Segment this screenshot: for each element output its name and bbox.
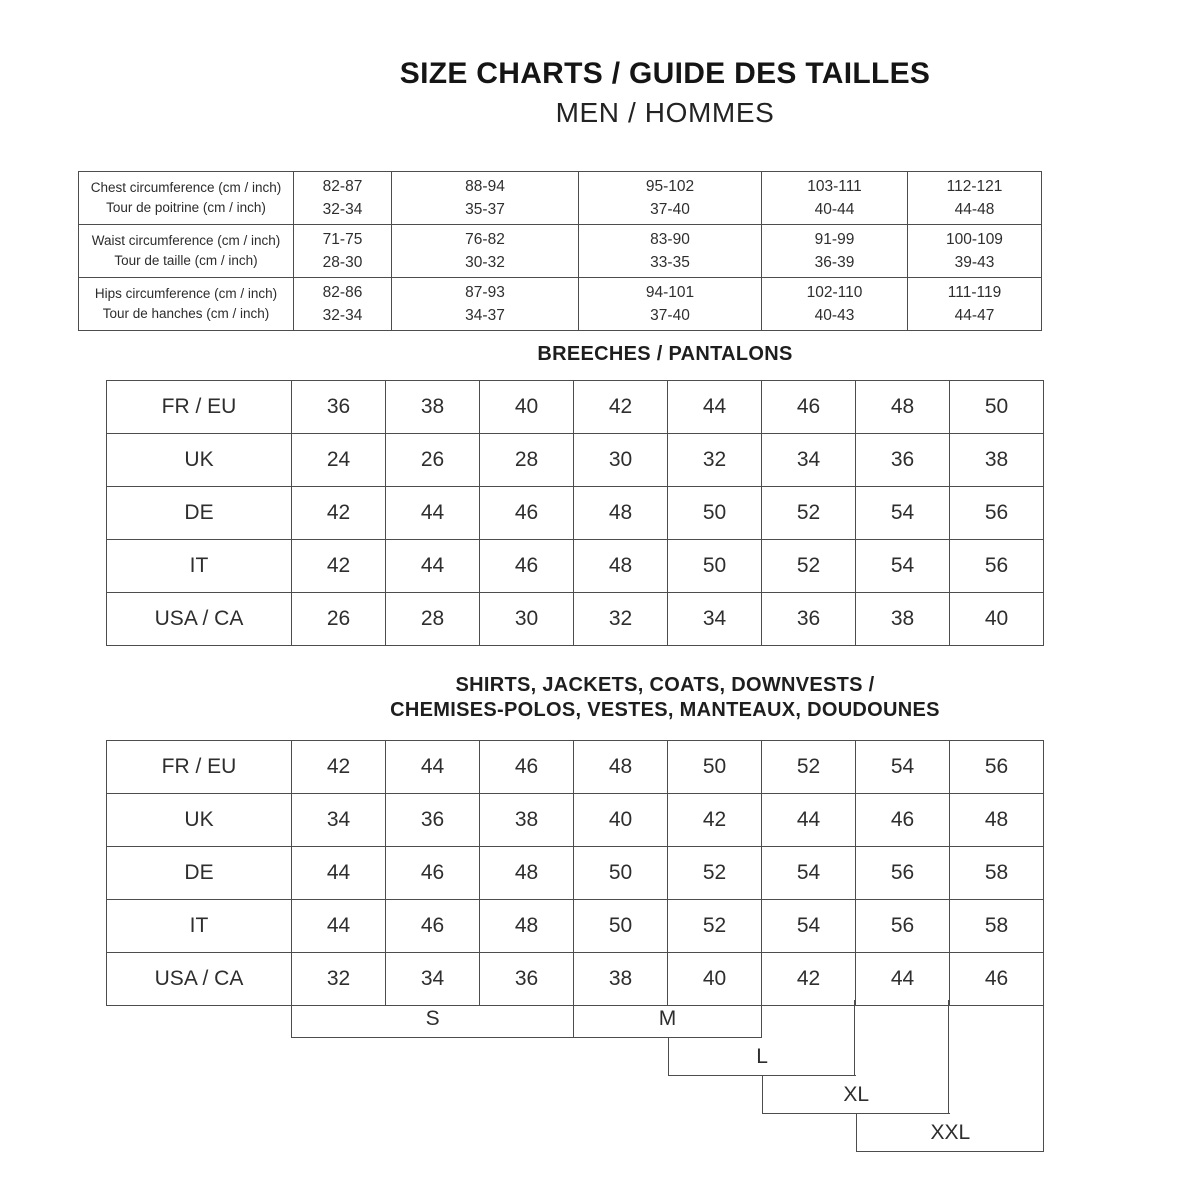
size-value-cell: 36 — [856, 434, 950, 487]
size-bracket-right-edge — [948, 1000, 949, 1114]
size-value-cell: 42 — [292, 487, 386, 540]
measurement-range-cm: 94-101 — [645, 284, 695, 301]
size-value-cell: 50 — [668, 540, 762, 593]
size-value-cell: 28 — [386, 593, 480, 646]
size-bracket-l — [668, 1038, 856, 1076]
size-value-cell: 38 — [950, 434, 1044, 487]
size-value-cell: 52 — [762, 741, 856, 794]
measurement-range-cm: 100-109 — [946, 231, 1003, 248]
size-value-cell: 52 — [668, 900, 762, 953]
size-value-cell: 44 — [856, 953, 950, 1006]
size-value-cell: 34 — [762, 434, 856, 487]
size-value-cell: 46 — [386, 847, 480, 900]
size-value-cell: 32 — [292, 953, 386, 1006]
size-value-cell: 48 — [574, 540, 668, 593]
size-bracket-right-edge — [1043, 1000, 1044, 1152]
measurement-range-inch: 39-43 — [954, 254, 995, 271]
measurement-range-cm: 91-99 — [814, 231, 855, 248]
size-value-cell: 46 — [386, 900, 480, 953]
measurement-range-inch: 37-40 — [650, 307, 690, 324]
size-bracket-right-edge — [854, 1000, 855, 1076]
size-value-cell: 44 — [386, 741, 480, 794]
size-value-cell: 24 — [292, 434, 386, 487]
size-value-cell: 38 — [386, 381, 480, 434]
size-value-cell: 54 — [856, 540, 950, 593]
measurement-range-cm: 111-119 — [947, 284, 1002, 301]
size-value-cell: 36 — [292, 381, 386, 434]
size-value-cell: 44 — [292, 847, 386, 900]
size-bracket-label: XXL — [930, 1121, 971, 1144]
region-label-cell: FR / EU — [107, 741, 292, 794]
size-value-cell: 26 — [292, 593, 386, 646]
measurement-range-inch: 32-34 — [322, 201, 363, 218]
measurement-range-inch: 36-39 — [814, 254, 855, 271]
size-value-cell: 40 — [950, 593, 1044, 646]
size-value-cell: 34 — [386, 953, 480, 1006]
shirts-section-title-line2: CHEMISES-POLOS, VESTES, MANTEAUX, DOUDOUNES — [390, 699, 940, 721]
size-value-cell: 54 — [856, 487, 950, 540]
measurement-label-fr: Tour de hanches (cm / inch) — [102, 306, 270, 321]
size-value-cell: 40 — [480, 381, 574, 434]
size-value-cell: 48 — [950, 794, 1044, 847]
size-value-cell: 50 — [574, 900, 668, 953]
page-subtitle: MEN / HOMMES — [555, 97, 775, 128]
size-value-cell: 26 — [386, 434, 480, 487]
size-value-cell: 36 — [480, 953, 574, 1006]
measurement-range-cm: 112-121 — [946, 178, 1003, 195]
size-value-cell: 46 — [480, 487, 574, 540]
region-label-cell: USA / CA — [107, 593, 292, 646]
size-value-cell: 54 — [856, 741, 950, 794]
measurement-label-en: Hips circumference (cm / inch) — [94, 286, 278, 301]
measurement-range-cm: 83-90 — [650, 231, 690, 248]
size-value-cell: 38 — [856, 593, 950, 646]
measurement-range-cm: 82-87 — [322, 178, 363, 195]
size-value-cell: 46 — [480, 741, 574, 794]
size-bracket-label: S — [425, 1007, 440, 1030]
size-bracket-xl — [762, 1076, 950, 1114]
size-bracket-label: L — [756, 1045, 768, 1068]
size-value-cell: 52 — [762, 487, 856, 540]
size-value-cell: 48 — [574, 487, 668, 540]
size-value-cell: 56 — [856, 900, 950, 953]
region-label-cell: IT — [107, 900, 292, 953]
size-value-cell: 56 — [950, 741, 1044, 794]
size-value-cell: 50 — [668, 487, 762, 540]
size-value-cell: 42 — [292, 741, 386, 794]
size-value-cell: 38 — [574, 953, 668, 1006]
measurement-range-cm: 71-75 — [322, 231, 363, 248]
measurement-range-cm: 76-82 — [465, 231, 505, 248]
size-value-cell: 58 — [950, 847, 1044, 900]
measurement-range-cm: 87-93 — [465, 284, 505, 301]
size-value-cell: 38 — [480, 794, 574, 847]
size-value-cell: 34 — [668, 593, 762, 646]
size-bracket-m — [573, 1000, 761, 1038]
measurement-range-inch: 40-44 — [814, 201, 855, 218]
region-label-cell: UK — [107, 794, 292, 847]
size-value-cell: 48 — [480, 847, 574, 900]
size-value-cell: 58 — [950, 900, 1044, 953]
size-value-cell: 42 — [292, 540, 386, 593]
measurement-range-inch: 32-34 — [322, 307, 363, 324]
measurement-label-fr: Tour de taille (cm / inch) — [114, 253, 258, 268]
size-value-cell: 32 — [574, 593, 668, 646]
size-value-cell: 36 — [386, 794, 480, 847]
size-value-cell: 54 — [762, 847, 856, 900]
region-label-cell: FR / EU — [107, 381, 292, 434]
size-value-cell: 42 — [574, 381, 668, 434]
size-bracket-s — [291, 1000, 573, 1038]
measurement-range-inch: 33-35 — [650, 254, 690, 271]
measurement-range-cm: 82-86 — [322, 284, 363, 301]
size-value-cell: 48 — [480, 900, 574, 953]
size-value-cell: 44 — [386, 540, 480, 593]
measurement-label-en: Chest circumference (cm / inch) — [90, 180, 282, 195]
region-label-cell: USA / CA — [107, 953, 292, 1006]
size-value-cell: 40 — [668, 953, 762, 1006]
page-title: SIZE CHARTS / GUIDE DES TAILLES — [399, 57, 931, 90]
size-value-cell: 44 — [386, 487, 480, 540]
size-value-cell: 50 — [574, 847, 668, 900]
size-value-cell: 42 — [668, 794, 762, 847]
size-value-cell: 48 — [574, 741, 668, 794]
size-value-cell: 52 — [668, 847, 762, 900]
measurement-range-inch: 30-32 — [465, 254, 505, 271]
region-label-cell: IT — [107, 540, 292, 593]
size-value-cell: 46 — [856, 794, 950, 847]
size-value-cell: 56 — [856, 847, 950, 900]
size-value-cell: 32 — [668, 434, 762, 487]
breeches-section-title: BREECHES / PANTALONS — [537, 343, 793, 365]
region-label-cell: DE — [107, 487, 292, 540]
size-value-cell: 30 — [480, 593, 574, 646]
measurement-range-inch: 34-37 — [465, 307, 505, 324]
measurement-range-inch: 35-37 — [465, 201, 505, 218]
measurement-range-inch: 40-43 — [814, 307, 855, 324]
measurement-range-cm: 103-111 — [807, 178, 862, 195]
measurement-range-cm: 88-94 — [465, 178, 505, 195]
measurement-range-inch: 44-47 — [954, 307, 995, 324]
shirts-section-title-line1: SHIRTS, JACKETS, COATS, DOWNVESTS / — [455, 674, 875, 696]
size-value-cell: 54 — [762, 900, 856, 953]
size-value-cell: 36 — [762, 593, 856, 646]
size-value-cell: 56 — [950, 540, 1044, 593]
size-value-cell: 42 — [762, 953, 856, 1006]
size-value-cell: 48 — [856, 381, 950, 434]
size-bracket-xxl — [856, 1114, 1044, 1152]
measurement-range-inch: 44-48 — [954, 201, 995, 218]
region-label-cell: DE — [107, 847, 292, 900]
measurement-range-inch: 37-40 — [650, 201, 690, 218]
size-bracket-label: XL — [843, 1083, 870, 1106]
measurement-label-en: Waist circumference (cm / inch) — [91, 233, 281, 248]
size-value-cell: 44 — [292, 900, 386, 953]
size-value-cell: 56 — [950, 487, 1044, 540]
size-value-cell: 50 — [950, 381, 1044, 434]
size-value-cell: 30 — [574, 434, 668, 487]
size-value-cell: 52 — [762, 540, 856, 593]
size-value-cell: 44 — [762, 794, 856, 847]
size-value-cell: 34 — [292, 794, 386, 847]
size-value-cell: 50 — [668, 741, 762, 794]
size-value-cell: 44 — [668, 381, 762, 434]
measurement-range-inch: 28-30 — [322, 254, 363, 271]
size-value-cell: 46 — [950, 953, 1044, 1006]
size-value-cell: 28 — [480, 434, 574, 487]
size-value-cell: 46 — [480, 540, 574, 593]
size-value-cell: 40 — [574, 794, 668, 847]
size-value-cell: 46 — [762, 381, 856, 434]
region-label-cell: UK — [107, 434, 292, 487]
size-bracket-label: M — [658, 1007, 677, 1030]
measurement-range-cm: 102-110 — [806, 284, 863, 301]
measurement-range-cm: 95-102 — [645, 178, 695, 195]
measurement-label-fr: Tour de poitrine (cm / inch) — [106, 200, 266, 215]
